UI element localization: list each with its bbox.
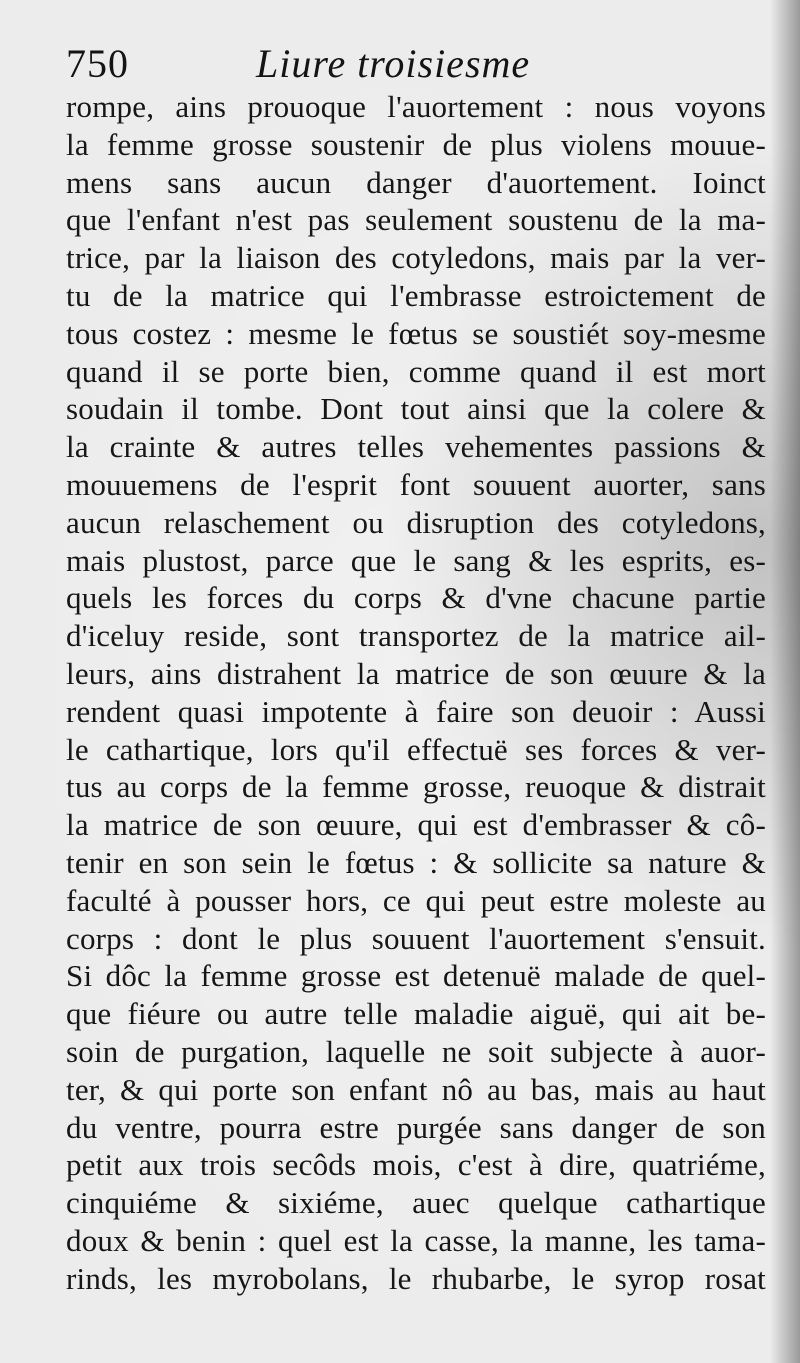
page-edge-shadow (770, 0, 800, 1363)
text-line: rompe, ains prouoque l'auortement : nous voyons (66, 89, 766, 124)
text-line: rinds, les myrobolans, le rhubarbe, le syrop rosat (66, 1260, 766, 1296)
text-line: trice, par la liaison des cotyledons, mais par la ver- (66, 240, 766, 276)
text-line: tu de la matrice qui l'embrasse estroictement de (66, 277, 766, 313)
page-header (66, 40, 756, 92)
text-line: aucun relaschement ou disruption des cotyledons, (66, 504, 766, 540)
text-line: rendent quasi impotente à faire son deuoir : Aussi (66, 693, 766, 729)
text-line: d'iceluy reside, sont transportez de la matrice ail- (66, 618, 766, 654)
text-line: la femme grosse soustenir de plus violens mouue- (66, 126, 766, 162)
page-number: 750 (66, 41, 129, 86)
text-line: mais plustost, parce que le sang & les esprits, es- (66, 542, 766, 578)
text-line: le cathartique, lors qu'il effectuë ses forces & ver- (66, 731, 766, 767)
text-line: tous costez : mesme le fœtus se soustiét soy-mesme (66, 315, 766, 351)
body-text (66, 88, 766, 1298)
text-line: que l'enfant n'est pas seulement soustenu de la ma- (66, 202, 766, 238)
text-line: corps : dont le plus souuent l'auortement s'ensuit. (66, 920, 766, 956)
text-line: quels les forces du corps & d'vne chacune partie (66, 580, 766, 616)
text-line: la crainte & autres telles vehementes passions & (66, 429, 766, 465)
text-line: quand il se porte bien, comme quand il est mort (66, 353, 766, 389)
text-line: ter, & qui porte son enfant nô au bas, mais au haut (66, 1071, 766, 1107)
text-line: du ventre, pourra estre purgée sans danger de son (66, 1109, 766, 1145)
text-line: cinquiéme & sixiéme, auec quelque cathartique (66, 1185, 766, 1221)
text-line: doux & benin : quel est la casse, la manne, les tama- (66, 1222, 766, 1258)
text-line: faculté à pousser hors, ce qui peut estre moleste au (66, 882, 766, 918)
text-line: que fiéure ou autre telle maladie aiguë, qui ait be- (66, 996, 766, 1032)
text-line: la matrice de son œuure, qui est d'embrasser & cô- (66, 807, 766, 843)
text-line: soudain il tombe. Dont tout ainsi que la colere & (66, 391, 766, 427)
text-line: mouuemens de l'esprit font souuent auorter, sans (66, 466, 766, 502)
text-line: leurs, ains distrahent la matrice de son œuure & la (66, 655, 766, 691)
text-line: petit aux trois secôds mois, c'est à dire, quatriéme, (66, 1147, 766, 1183)
text-line: Si dôc la femme grosse est detenuë malade de quel- (66, 958, 766, 994)
text-line: tus au corps de la femme grosse, reuoque & distrait (66, 769, 766, 805)
text-line: mens sans aucun danger d'auortement. Ioinct (66, 164, 766, 200)
text-line: tenir en son sein le fœtus : & sollicite sa nature & (66, 844, 766, 880)
running-head: Liure troisiesme (256, 41, 531, 86)
text-line: soin de purgation, laquelle ne soit subjecte à auor- (66, 1033, 766, 1069)
